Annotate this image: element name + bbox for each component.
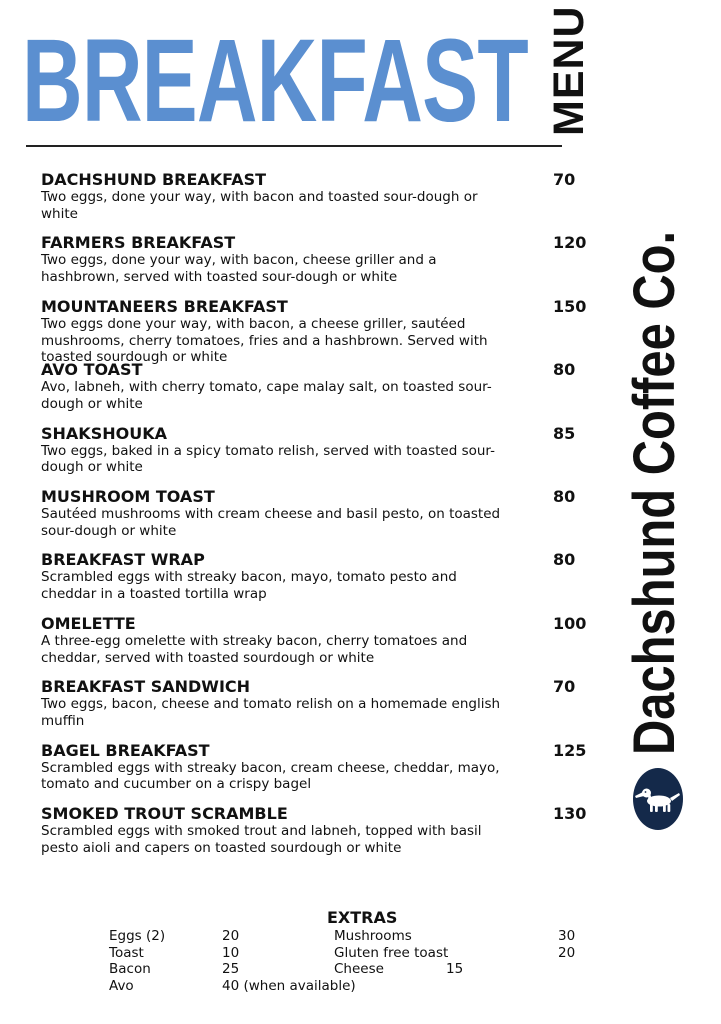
menu-item-name: BAGEL BREAKFAST	[41, 740, 210, 760]
header-divider	[26, 145, 562, 147]
menu-item-description: Two eggs, done your way, with bacon and toasted sour-dough or white	[41, 189, 478, 222]
extra-name: Eggs (2)	[109, 928, 166, 944]
menu-items-list	[41, 170, 601, 867]
menu-item	[41, 296, 601, 366]
extra-price: 30	[558, 928, 576, 944]
extra-name: Cheese	[334, 961, 384, 977]
menu-item-price: 80	[553, 486, 576, 506]
menu-item	[41, 677, 601, 740]
menu-item-name: SMOKED TROUT SCRAMBLE	[41, 803, 288, 823]
menu-item-price: 125	[553, 740, 587, 760]
dachshund-logo-icon	[632, 767, 684, 831]
menu-item-description: Two eggs, bacon, cheese and tomato relish on a homemade english muffin	[41, 696, 501, 729]
menu-item-price: 70	[553, 677, 576, 697]
menu-item-price: 70	[553, 170, 576, 189]
menu-item-name: MOUNTANEERS BREAKFAST	[41, 296, 288, 316]
menu-item-price: 85	[553, 423, 576, 443]
menu-item-description: Scrambled eggs with smoked trout and labneh, topped with basil pesto aioli and capers on toasted sourdough or white	[41, 822, 482, 856]
menu-item	[41, 424, 601, 487]
extra-name: Bacon	[109, 961, 151, 977]
menu-title	[22, 14, 552, 148]
extra-price: 20	[558, 944, 576, 961]
menu-item	[41, 550, 601, 613]
menu-item-description: A three-egg omelette with streaky bacon, cherry tomatoes and cheddar, served with toasted sourdough or white	[41, 632, 468, 666]
menu-item-description: Two eggs, baked in a spicy tomato relish, served with toasted sour-dough or white	[41, 442, 495, 476]
menu-item-description: Scrambled eggs with streaky bacon, cream cheese, cheddar, mayo, tomato and cucumber on a crispy bagel	[41, 759, 500, 793]
menu-item-description: Scrambled eggs with streaky bacon, mayo, tomato pesto and cheddar in a toasted tortilla wrap	[41, 569, 457, 603]
menu-item-name: BREAKFAST WRAP	[41, 550, 205, 570]
extra-price: 15	[446, 961, 464, 977]
menu-item-price: 80	[553, 550, 576, 570]
menu-item-name: BREAKFAST SANDWICH	[41, 677, 251, 697]
menu-item	[41, 614, 601, 677]
menu-item-price: 120	[553, 233, 587, 253]
menu-item-name: FARMERS BREAKFAST	[41, 233, 236, 253]
menu-item-price: 100	[553, 613, 587, 633]
menu-subtitle: MENU	[545, 5, 593, 136]
menu-item	[41, 804, 601, 867]
menu-item-name: OMELETTE	[41, 613, 136, 633]
menu-item-price: 80	[553, 360, 576, 380]
extras-title: EXTRAS	[327, 908, 398, 927]
extra-name: Mushrooms	[334, 928, 412, 944]
menu-item-name: AVO TOAST	[41, 360, 143, 380]
extra-price: 40 (when available)	[222, 977, 356, 994]
menu-item	[41, 487, 601, 550]
menu-item-price: 150	[553, 296, 587, 316]
extra-price: 20	[222, 928, 240, 944]
menu-item-description: Avo, labneh, with cherry tomato, cape malay salt, on toasted sour-dough or white	[41, 379, 492, 412]
menu-item	[41, 741, 601, 804]
extra-name: Toast	[109, 944, 144, 961]
menu-item	[41, 170, 601, 233]
menu-item-description: Sautéed mushrooms with cream cheese and basil pesto, on toasted sour-dough or white	[41, 505, 501, 539]
menu-item	[41, 233, 601, 296]
extra-name: Gluten free toast	[334, 944, 449, 961]
menu-item-name: DACHSHUND BREAKFAST	[41, 170, 267, 189]
menu-title-text: BREAKFAST	[22, 14, 528, 148]
menu-item-price: 130	[553, 803, 587, 823]
menu-item-name: MUSHROOM TOAST	[41, 486, 215, 506]
menu-item-description: Two eggs, done your way, with bacon, cheese griller and a hashbrown, served with toasted sour-dough or white	[41, 252, 437, 286]
brand-name: Dachshund Coffee Co.	[622, 230, 688, 755]
extra-price: 10	[222, 944, 240, 961]
extra-name: Avo	[109, 977, 134, 994]
menu-item-description: Two eggs done your way, with bacon, a cheese griller, sautéed mushrooms, cherry tomatoes, fries and a hashbrown. Served with toasted sourdough or white	[41, 315, 488, 366]
extra-price: 25	[222, 961, 240, 977]
menu-item	[41, 360, 601, 423]
menu-item-name: SHAKSHOUKA	[41, 423, 167, 443]
